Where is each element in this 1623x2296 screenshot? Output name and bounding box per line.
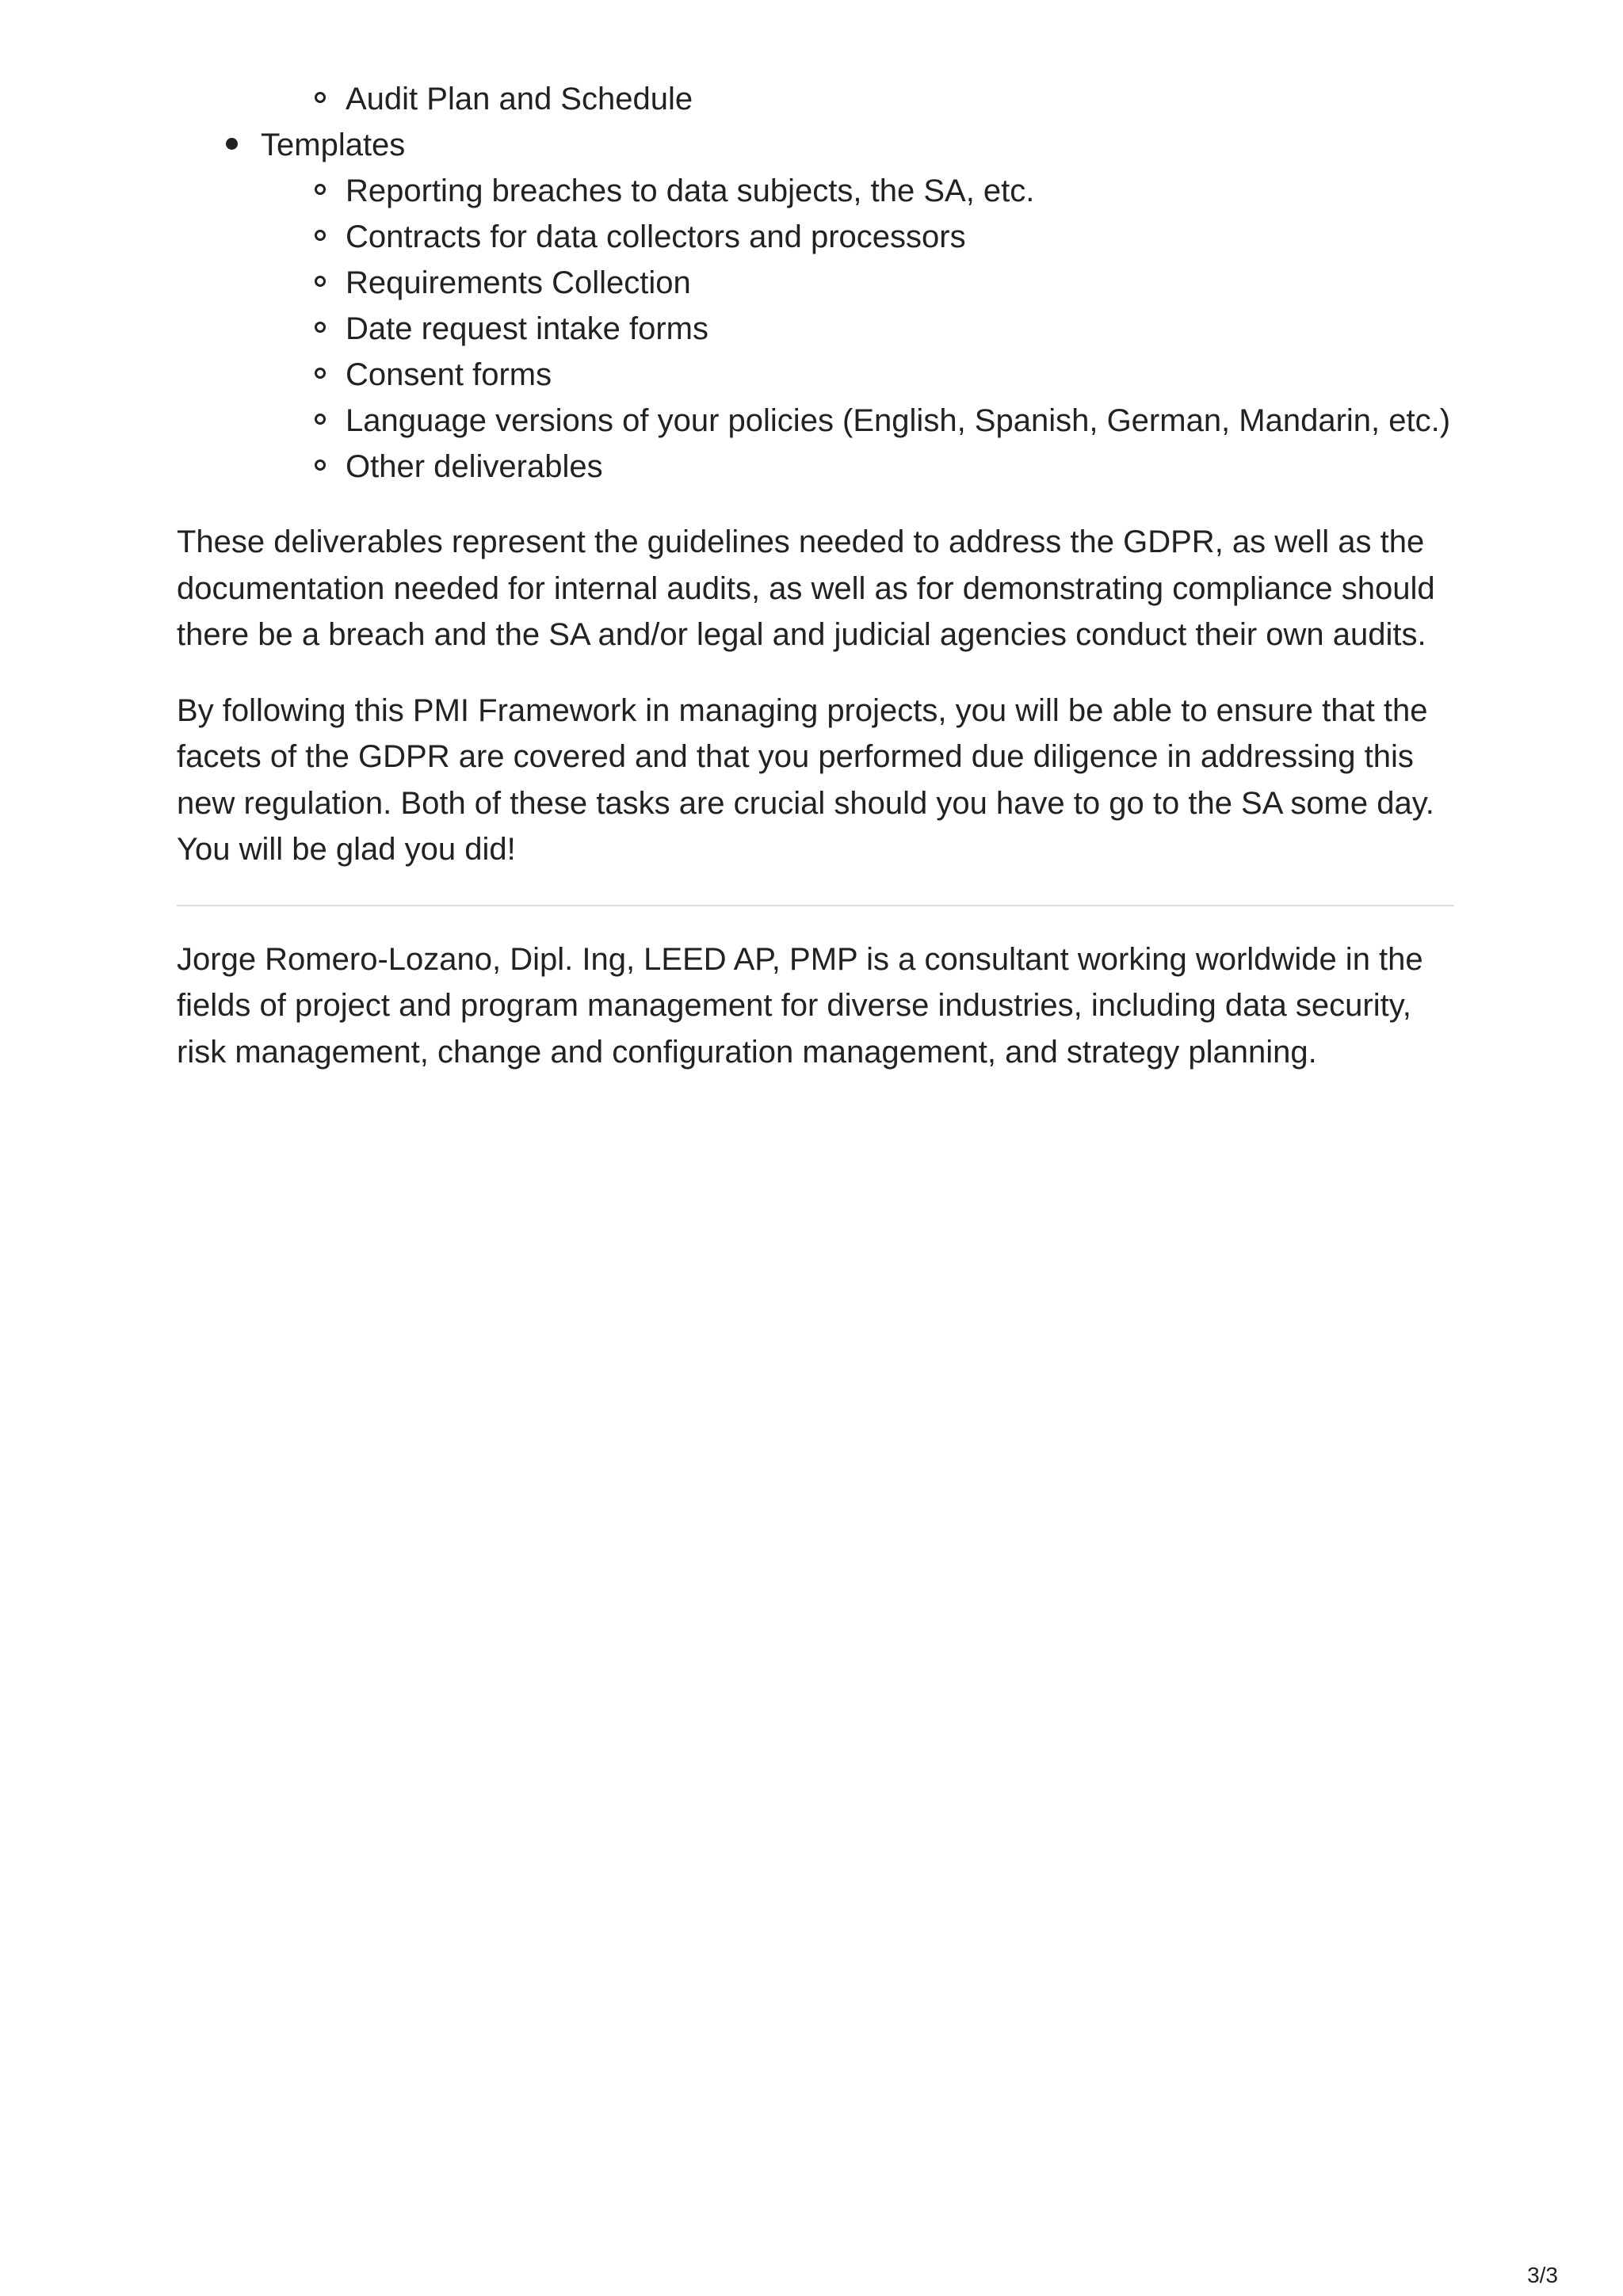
list-item-text: Contracts for data collectors and processors: [346, 219, 966, 254]
templates-label: Templates: [261, 128, 406, 162]
section-divider: [177, 905, 1454, 906]
circle-bullet-icon: [315, 460, 326, 471]
list-item-text: Audit Plan and Schedule: [346, 82, 693, 116]
list-item-text: Language versions of your policies (English, Spanish, German, Mandarin, etc.): [346, 403, 1451, 438]
list-item: [346, 76, 1454, 122]
author-bio: Jorge Romero-Lozano, Dipl. Ing, LEED AP, PMP is a consultant working worldwide in the fields of project and program management for diverse industries, including data security, risk management, change and configuration management, and strategy planning.: [177, 941, 1423, 1070]
list-item: [346, 306, 1454, 352]
circle-bullet-icon: [315, 184, 326, 195]
list-item: [346, 352, 1454, 398]
list-item-text: Other deliverables: [346, 449, 603, 484]
page-number: 3/3: [1527, 2263, 1558, 2287]
list-item-templates: [177, 122, 1454, 490]
circle-bullet-icon: [315, 414, 326, 425]
list-item: [346, 168, 1454, 214]
list-item: [346, 260, 1454, 306]
main-list: [177, 122, 1454, 490]
list-item: [346, 444, 1454, 490]
circle-bullet-icon: [315, 368, 326, 379]
paragraph-framework: By following this PMI Framework in managing projects, you will be able to ensure that the facets of the GDPR are covered and that you performed due diligence in addressing this new regulation. Both of these tasks are crucial should you have to go to the SA some day. You will be glad you did!: [177, 692, 1434, 867]
paragraph-deliverables: These deliverables represent the guidelines needed to address the GDPR, as well as the documentation needed for internal audits, as well as for demonstrating compliance should there be a breach and the SA and/or legal and judicial agencies conduct their own audits.: [177, 524, 1435, 652]
list-item-text: Reporting breaches to data subjects, the SA, etc.: [346, 174, 1035, 208]
circle-bullet-icon: [315, 92, 326, 103]
list-item: [346, 214, 1454, 260]
list-item: [346, 398, 1454, 444]
top-sub-list: [177, 76, 1454, 122]
circle-bullet-icon: [315, 276, 326, 287]
list-item-text: Requirements Collection: [346, 265, 691, 300]
article-content: [177, 76, 1454, 1075]
list-item-text: Date request intake forms: [346, 311, 708, 346]
disc-bullet-icon: [226, 138, 238, 150]
circle-bullet-icon: [315, 322, 326, 333]
templates-sub-list: [261, 168, 1454, 490]
circle-bullet-icon: [315, 230, 326, 241]
list-item-text: Consent forms: [346, 357, 552, 392]
